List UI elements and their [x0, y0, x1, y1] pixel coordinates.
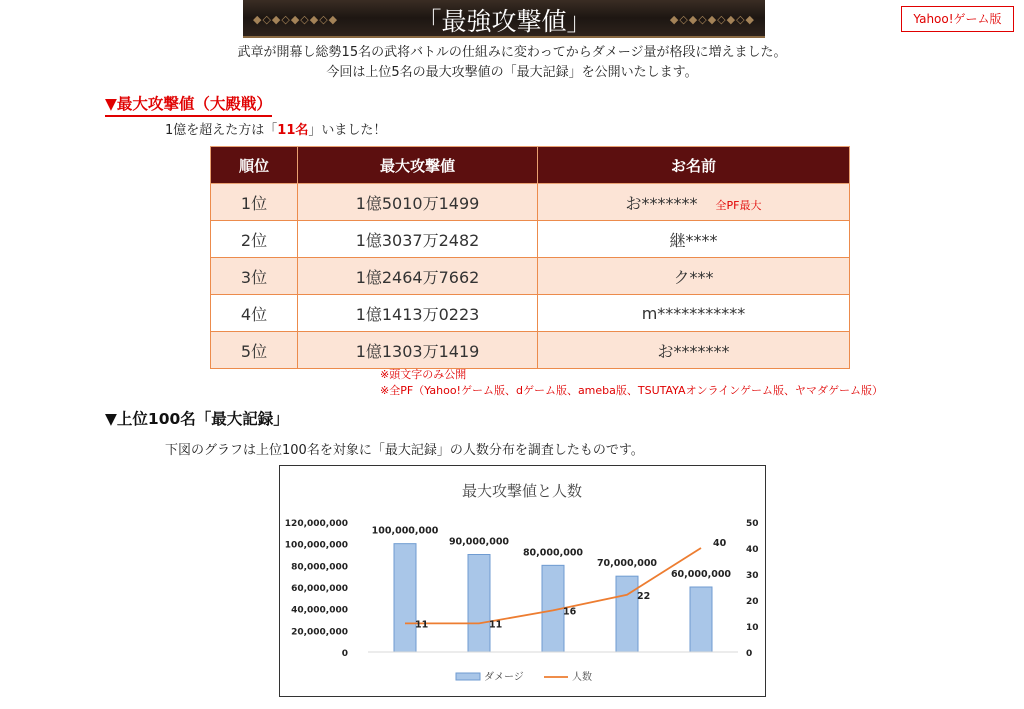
player-name: お******* [625, 193, 698, 213]
table-row [211, 184, 850, 221]
damage-bar-label: 80,000,000 [522, 547, 584, 559]
all-pf-max-tag: 全PF最大 [715, 198, 762, 212]
banner-ornament-left: ◆◇◆◇◆◇◆◇◆ [253, 13, 339, 26]
damage-bar [394, 544, 416, 652]
damage-bar [690, 587, 712, 652]
damage-count-chart [280, 466, 765, 696]
rank-cell: 2位 [211, 221, 298, 258]
damage-bar-label: 70,000,000 [596, 558, 658, 570]
damage-bar-label: 90,000,000 [448, 536, 510, 548]
damage-bar [616, 576, 638, 652]
chart-description: 下図のグラフは上位100名を対象に「最大記録」の人数分布を調査したものです。 [165, 443, 644, 458]
section-heading-top100: ▼上位100名「最大記録」 [105, 410, 289, 428]
value-cell: 1億1413万0223 [298, 295, 538, 332]
right-axis-tick: 10 [746, 623, 759, 633]
over-100m-summary [165, 119, 386, 138]
right-axis-tick: 0 [746, 649, 753, 659]
value-cell: 1億5010万1499 [298, 184, 538, 221]
rank-cell: 5位 [211, 332, 298, 369]
footnotes [380, 367, 883, 399]
header-value: 最大攻撃値 [298, 147, 538, 184]
platform-badge: Yahoo!ゲーム版 [901, 6, 1014, 32]
section-heading-max-attack: ▼最大攻撃値（大殿戦） [105, 92, 272, 117]
damage-bar [468, 555, 490, 653]
right-axis-tick: 20 [746, 597, 759, 607]
left-axis-tick: 0 [341, 649, 348, 659]
count-point-label: 40 [713, 538, 727, 549]
right-axis-tick: 40 [746, 545, 759, 555]
damage-bar-label: 100,000,000 [371, 525, 439, 537]
left-axis-tick: 80,000,000 [291, 562, 348, 573]
chart-container [279, 465, 766, 697]
name-cell: 継**** [538, 221, 850, 258]
count-point-label: 11 [415, 619, 429, 631]
header-rank: 順位 [211, 147, 298, 184]
right-axis-tick: 50 [746, 519, 759, 529]
left-axis-tick: 40,000,000 [291, 605, 348, 616]
name-cell: m*********** [538, 295, 850, 332]
table-row [211, 221, 850, 258]
header-name: お名前 [538, 147, 850, 184]
footnote-initials: ※頭文字のみ公開 [380, 368, 467, 381]
intro-line-1: 武章が開幕し総勢15名の武将バトルの仕組みに変わってからダメージ量が格段に増えました。 [237, 45, 787, 60]
ranking-table [210, 146, 850, 369]
left-axis-tick: 100,000,000 [284, 540, 348, 551]
value-cell: 1億1303万1419 [298, 332, 538, 369]
summary-prefix: 1億を超えた方は「 [165, 123, 278, 138]
summary-suffix: 」いました！ [308, 123, 387, 138]
summary-count: 11名 [277, 123, 309, 138]
rank-cell: 1位 [211, 184, 298, 221]
table-row [211, 332, 850, 369]
table-row [211, 258, 850, 295]
page-title: 「最強攻撃値」 [416, 7, 592, 36]
rank-cell: 3位 [211, 258, 298, 295]
left-axis-tick: 120,000,000 [284, 519, 348, 529]
banner-ornament-right: ◆◇◆◇◆◇◆◇◆ [669, 13, 755, 26]
count-point-label: 16 [563, 606, 577, 618]
intro-line-2: 今回は上位5名の最大攻撃値の「最大記録」を公開いたします。 [326, 65, 698, 80]
table-row [211, 295, 850, 332]
value-cell: 1億3037万2482 [298, 221, 538, 258]
left-axis-tick: 20,000,000 [291, 627, 348, 638]
legend-line-label: 人数 [572, 672, 592, 683]
left-axis-tick: 60,000,000 [291, 584, 348, 594]
rank-cell: 4位 [211, 295, 298, 332]
name-cell: お******* [538, 332, 850, 369]
table-header-row [211, 147, 850, 184]
title-banner [243, 0, 765, 38]
right-axis-tick: 30 [746, 571, 759, 581]
count-point-label: 11 [489, 619, 503, 631]
legend-bar-label: ダメージ [484, 672, 524, 683]
chart-title: 最大攻撃値と人数 [461, 482, 583, 500]
footnote-all-pf: ※全PF（Yahoo!ゲーム版、dゲーム版、ameba版、TSUTAYAオンラインゲーム版、ヤマダゲーム版） [380, 384, 884, 397]
count-point-label: 22 [637, 590, 651, 602]
name-cell: ク*** [538, 258, 850, 295]
damage-bar-label: 60,000,000 [670, 569, 732, 580]
legend-bar-swatch [456, 673, 480, 680]
name-cell [538, 184, 850, 221]
value-cell: 1億2464万7662 [298, 258, 538, 295]
